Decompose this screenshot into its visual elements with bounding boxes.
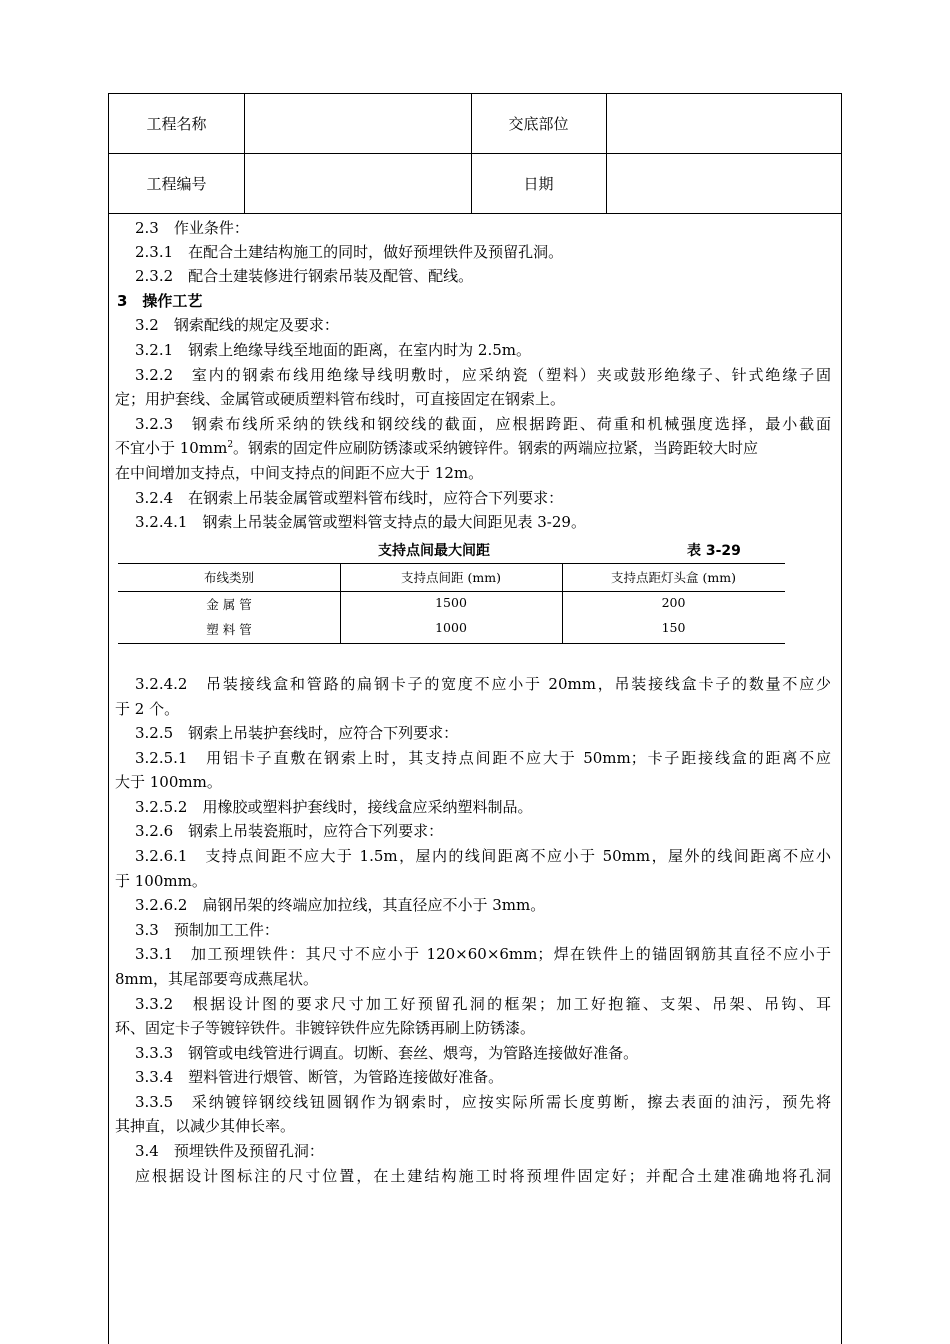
- text-line: 3.3.1 加工预埋铁件：其尺寸不应小于 120×60×6mm；焊在铁件上的锚固钢筋其直径不应小于: [135, 945, 831, 963]
- document-frame: [108, 93, 842, 1344]
- table-cell: 塑 料 管: [206, 622, 252, 637]
- text-line: 定；用护套线、金属管或硬质塑料管布线时，可直接固定在钢索上。: [115, 390, 566, 408]
- text-segment: 。钢索的固定件应刷防锈漆或采纳镀锌件。钢索的两端应拉紧，当跨距较大时应: [233, 439, 759, 457]
- table-cell: 1000: [435, 620, 467, 635]
- spacing-table: [118, 563, 785, 645]
- text-line: 3.2.5.1 用铝卡子直敷在钢索上时，其支持点间距不应大于 50mm；卡子距接线盒的距离不应: [135, 749, 831, 767]
- text-line: 3.2.4.2 吊装接线盒和管路的扁钢卡子的宽度不应小于 20mm，吊装接线盒卡子的数量不应少: [135, 675, 831, 693]
- table-cell: 200: [661, 595, 686, 610]
- superscript: 2: [227, 440, 234, 450]
- text-line: 3.2.1 钢索上绝缘导线至地面的距离，在室内时为 2.5m。: [135, 341, 532, 359]
- text-segment: 不宜小于 10mm: [115, 439, 228, 457]
- text-line: 3.2.5 钢索上吊装护套线时，应符合下列要求：: [135, 724, 459, 742]
- text-line: 应根据设计图标注的尺寸位置，在土建结构施工时将预埋件固定好；并配合土建准确地将孔洞: [135, 1167, 831, 1185]
- text-line: 其抻直，以减少其伸长率。: [115, 1117, 296, 1135]
- text-line: 2.3.2 配合土建装修进行钢索吊装及配管、配线。: [135, 267, 474, 285]
- text-line: 3.3.4 塑料管进行煨管、断管，为管路连接做好准备。: [135, 1068, 504, 1086]
- table-header-cell: 支持点间距 (mm): [401, 570, 501, 585]
- text-line: 3.2.3 钢索布线所采纳的铁线和钢绞线的截面，应根据跨距、荷重和机械强度选择，最小截面: [135, 415, 831, 433]
- text-line: 3.3 预制加工工件：: [135, 921, 279, 939]
- text-line: 3.2 钢索配线的规定及要求：: [135, 316, 339, 334]
- date-value[interactable]: [606, 154, 841, 213]
- table-number: 表 3-29: [687, 543, 741, 559]
- text-line: 环、固定卡子等镀锌铁件。非镀锌铁件应先除锈再刷上防锈漆。: [115, 1019, 536, 1037]
- text-line: 3.2.4 在钢索上吊装金属管或塑料管布线时，应符合下列要求：: [135, 489, 564, 507]
- project-name-label: 工程名称: [146, 115, 207, 133]
- date-label: 日期: [523, 175, 554, 193]
- header-row-2: [109, 154, 841, 214]
- project-name-value[interactable]: [244, 94, 471, 153]
- table-cell: 金 属 管: [206, 597, 252, 612]
- project-no-label: 工程编号: [146, 175, 207, 193]
- disclosure-part-label: 交底部位: [508, 115, 569, 133]
- text-line: 3.2.4.1 钢索上吊装金属管或塑料管支持点的最大间距见表 3-29。: [135, 513, 586, 531]
- text-line: 大于 100mm。: [115, 773, 222, 791]
- text-line: 3.3.2 根据设计图的要求尺寸加工好预留孔洞的框架；加工好抱箍、支架、吊架、吊钩、耳: [135, 995, 831, 1013]
- table-caption: 支持点间最大间距: [378, 543, 490, 559]
- header-row-1: [109, 94, 841, 154]
- table-header-cell: 支持点距灯头盒 (mm): [611, 570, 736, 585]
- text-line: 8mm，其尾部要弯成燕尾状。: [115, 970, 318, 988]
- table-cell: 1500: [435, 595, 467, 610]
- text-line: 3.2.2 室内的钢索布线用绝缘导线明敷时，应采纳瓷（塑料）夹或鼓形绝缘子、针式绝缘子固: [135, 366, 831, 384]
- text-line: 3.2.6.2 扁钢吊架的终端应加拉线，其直径应不小于 3mm。: [135, 896, 546, 914]
- text-line: 3.3.5 采纳镀锌钢绞线钮圆钢作为钢索时，应按实际所需长度剪断，擦去表面的油污，预先将: [135, 1093, 831, 1111]
- text-line: 2.3 作业条件：: [135, 219, 249, 237]
- text-line: 2.3.1 在配合土建结构施工的同时，做好预埋铁件及预留孔洞。: [135, 243, 564, 261]
- text-line: 3.4 预埋铁件及预留孔洞：: [135, 1142, 324, 1160]
- project-no-value[interactable]: [244, 154, 471, 213]
- disclosure-part-value[interactable]: [606, 94, 841, 153]
- text-line: 于 2 个。: [115, 700, 180, 718]
- text-line: 3.3.3 钢管或电线管进行调直。切断、套丝、煨弯，为管路连接做好准备。: [135, 1044, 639, 1062]
- text-line: [115, 436, 831, 460]
- table-cell: 150: [661, 620, 686, 635]
- text-line: 3.2.6.1 支持点间距不应大于 1.5m，屋内的线间距离不应小于 50mm，屋外的线间距离不应小: [135, 847, 831, 865]
- text-line: 3.2.5.2 用橡胶或塑料护套线时，接线盒应采纳塑料制品。: [135, 798, 533, 816]
- text-line: 在中间增加支持点，中间支持点的间距不应大于 12m。: [115, 464, 484, 482]
- section-heading: 3 操作工艺: [117, 292, 203, 310]
- text-line: 3.2.6 钢索上吊装瓷瓶时，应符合下列要求：: [135, 822, 444, 840]
- table-header-cell: 布线类别: [203, 570, 254, 585]
- text-line: 于 100mm。: [115, 872, 207, 890]
